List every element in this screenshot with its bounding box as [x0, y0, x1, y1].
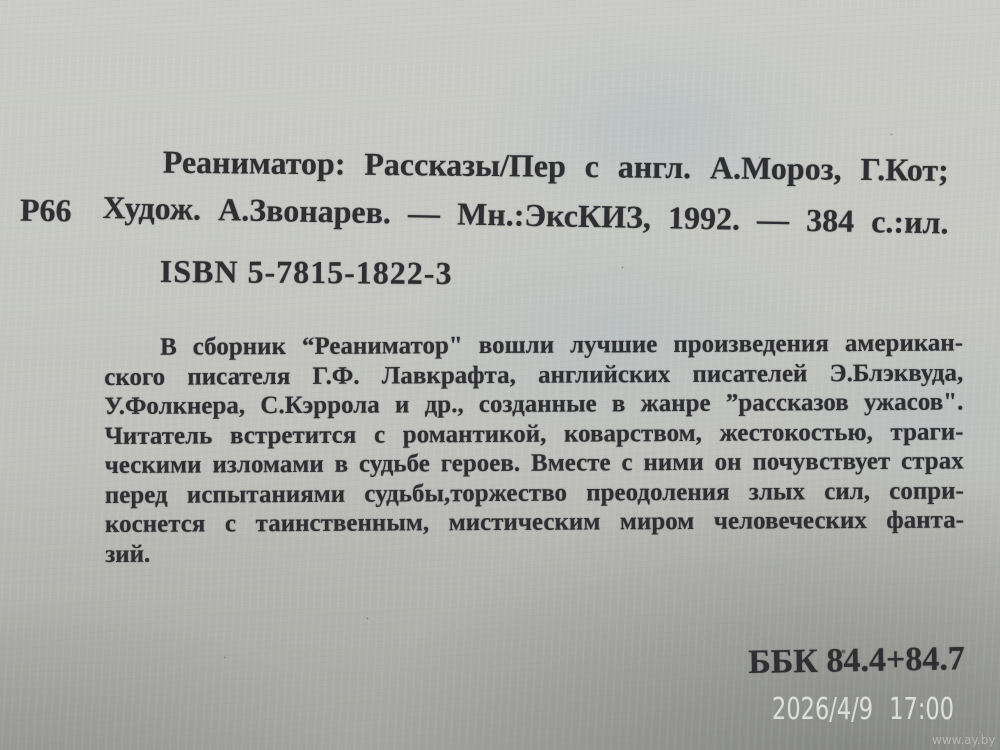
annotation-line: перед испытаниями судьбы,торжество преодоления злых сил, сопри- — [104, 477, 964, 509]
catalog-entry — [102, 143, 949, 241]
isbn-number: ISBN 5-7815-1822-3 — [159, 253, 453, 292]
bbk-classification-code: ББК 84.4+84.7 — [748, 640, 966, 681]
annotation-line: Читатель встретится с романтикой, коварством, жестокостью, траги- — [104, 418, 964, 450]
catalog-code: Р66 — [19, 191, 72, 229]
annotation-line: ческими изломами в судьбе героев. Вместе с ними он почувствует страх — [104, 447, 964, 479]
annotation-line: В сборник “Реаниматор" вошли лучшие произведения американ- — [160, 329, 964, 361]
annotation-line: коснется с таинственным, мистическим миром человеческих фанта- — [104, 506, 965, 538]
site-watermark: www.ay.by — [932, 733, 996, 747]
catalog-entry-line-2: Худож. А.Звонарев. — Мн.:ЭксКИЗ, 1992. — 384 с.:ил. — [102, 189, 949, 241]
annotation-line: зий. — [105, 540, 151, 568]
annotation-line: ского писателя Г.Ф. Лавкрафта, английских писателей Э.Блэквуда, — [104, 359, 964, 391]
catalog-entry-line-1: Реаниматор: Рассказы/Пер с англ. А.Мороз, Г.Кот; — [162, 143, 949, 188]
annotation-line: У.Фолкнера, С.Кэррола и др., созданные в жанре ”рассказов ужасов". — [104, 388, 964, 420]
camera-timestamp-overlay: 2026/4/9 17:00 — [772, 692, 955, 727]
annotation-paragraph — [104, 329, 964, 569]
